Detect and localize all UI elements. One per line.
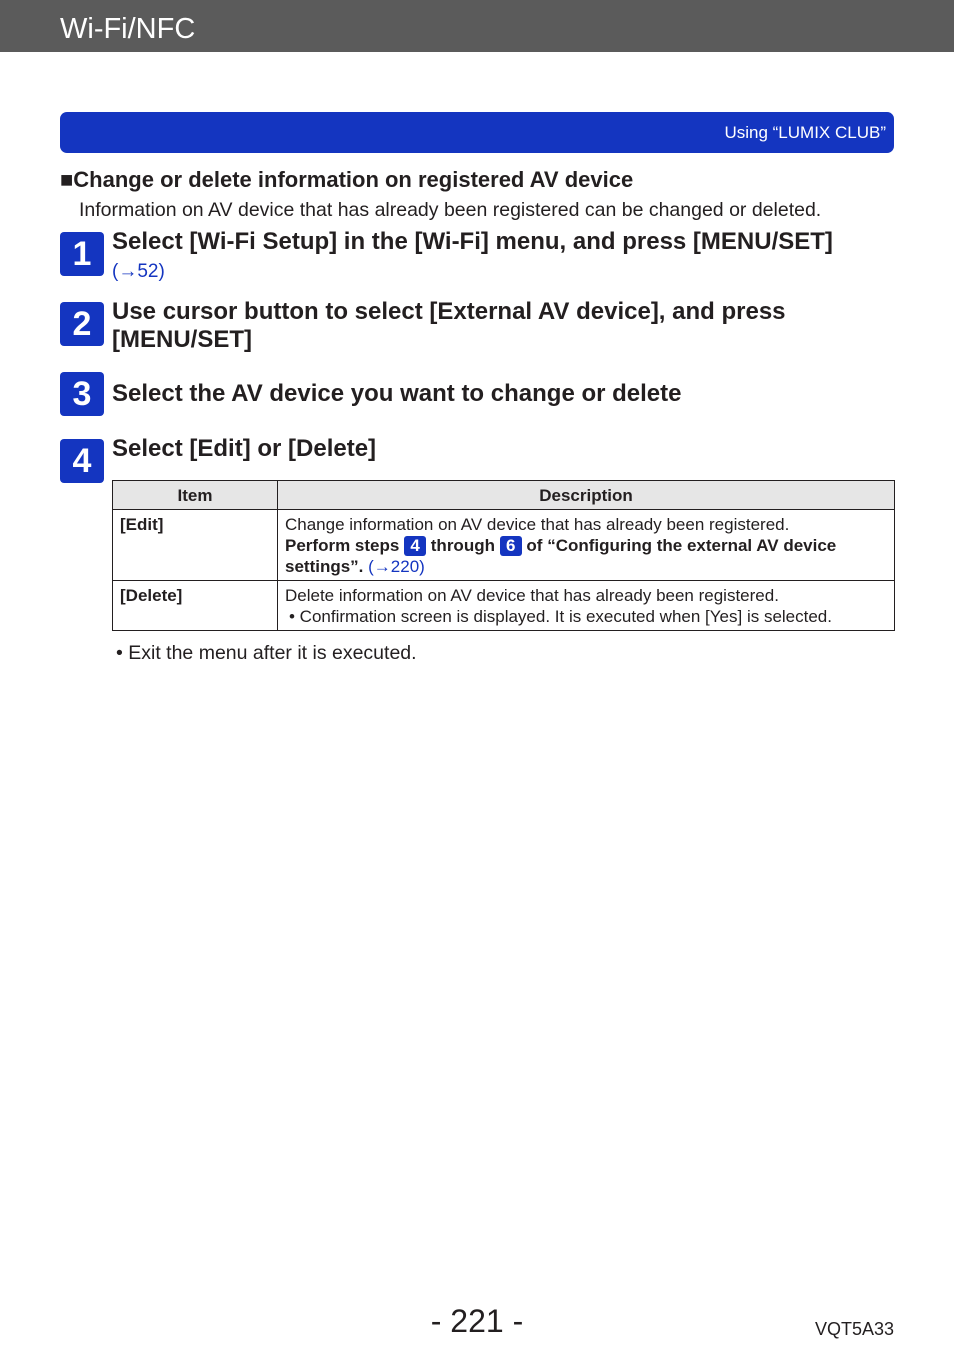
table-row bbox=[113, 510, 895, 581]
description-cell-edit bbox=[278, 510, 895, 581]
step-2-text: Use cursor button to select [External AV device], and press [MENU/SET] bbox=[112, 298, 786, 353]
step-3-text: Select the AV device you want to change or delete bbox=[112, 380, 682, 407]
description-cell-delete bbox=[278, 581, 895, 631]
description-line: Change information on AV device that has already been registered. bbox=[285, 515, 790, 534]
step-4-inline-badge: 4 bbox=[404, 536, 426, 556]
square-bullet-icon: ■ bbox=[60, 167, 74, 192]
instruction-text: Perform steps bbox=[285, 536, 405, 555]
step-6-inline-badge: 6 bbox=[500, 536, 522, 556]
step-1-badge: 1 bbox=[60, 232, 104, 276]
step-1-instruction: Select [Wi-Fi Setup] in the [Wi-Fi] menu, and press [MENU/SET] bbox=[112, 228, 833, 255]
step-2-badge: 2 bbox=[60, 302, 104, 346]
section-label: Using “LUMIX CLUB” bbox=[724, 123, 886, 142]
table-header-row bbox=[113, 481, 895, 510]
column-header-item: Item bbox=[113, 481, 278, 510]
step-1-text bbox=[112, 228, 892, 286]
top-header-bar bbox=[0, 0, 954, 52]
page-number: - 221 - bbox=[430, 1303, 524, 1339]
step-1-page-ref-link[interactable]: (→52) bbox=[112, 261, 165, 282]
item-cell-delete: [Delete] bbox=[113, 581, 278, 631]
exit-note: • Exit the menu after it is executed. bbox=[116, 642, 417, 664]
instruction-text: of “Configuring the external AV device settings”. bbox=[285, 536, 837, 576]
subsection-heading-text: Change or delete information on registered AV device bbox=[73, 167, 634, 192]
item-description-table bbox=[112, 480, 895, 631]
column-header-description: Description bbox=[278, 481, 895, 510]
description-instruction bbox=[285, 535, 887, 577]
chapter-title: Wi-Fi/NFC bbox=[60, 13, 196, 45]
table-row bbox=[113, 581, 895, 631]
step-4-badge: 4 bbox=[60, 439, 104, 483]
instruction-text: through bbox=[426, 536, 500, 555]
page-ref-link[interactable]: (→220) bbox=[363, 557, 425, 576]
step-4-text: Select [Edit] or [Delete] bbox=[112, 435, 377, 462]
subsection-heading bbox=[60, 167, 633, 193]
subsection-description: Information on AV device that has already been registered can be changed or deleted. bbox=[79, 199, 822, 221]
description-line: Delete information on AV device that has already been registered. bbox=[285, 586, 779, 605]
item-cell-edit: [Edit] bbox=[113, 510, 278, 581]
description-bullet: • Confirmation screen is displayed. It is executed when [Yes] is selected. bbox=[289, 607, 832, 626]
section-band bbox=[60, 112, 894, 153]
step-3-badge: 3 bbox=[60, 372, 104, 416]
document-code: VQT5A33 bbox=[814, 1319, 894, 1339]
